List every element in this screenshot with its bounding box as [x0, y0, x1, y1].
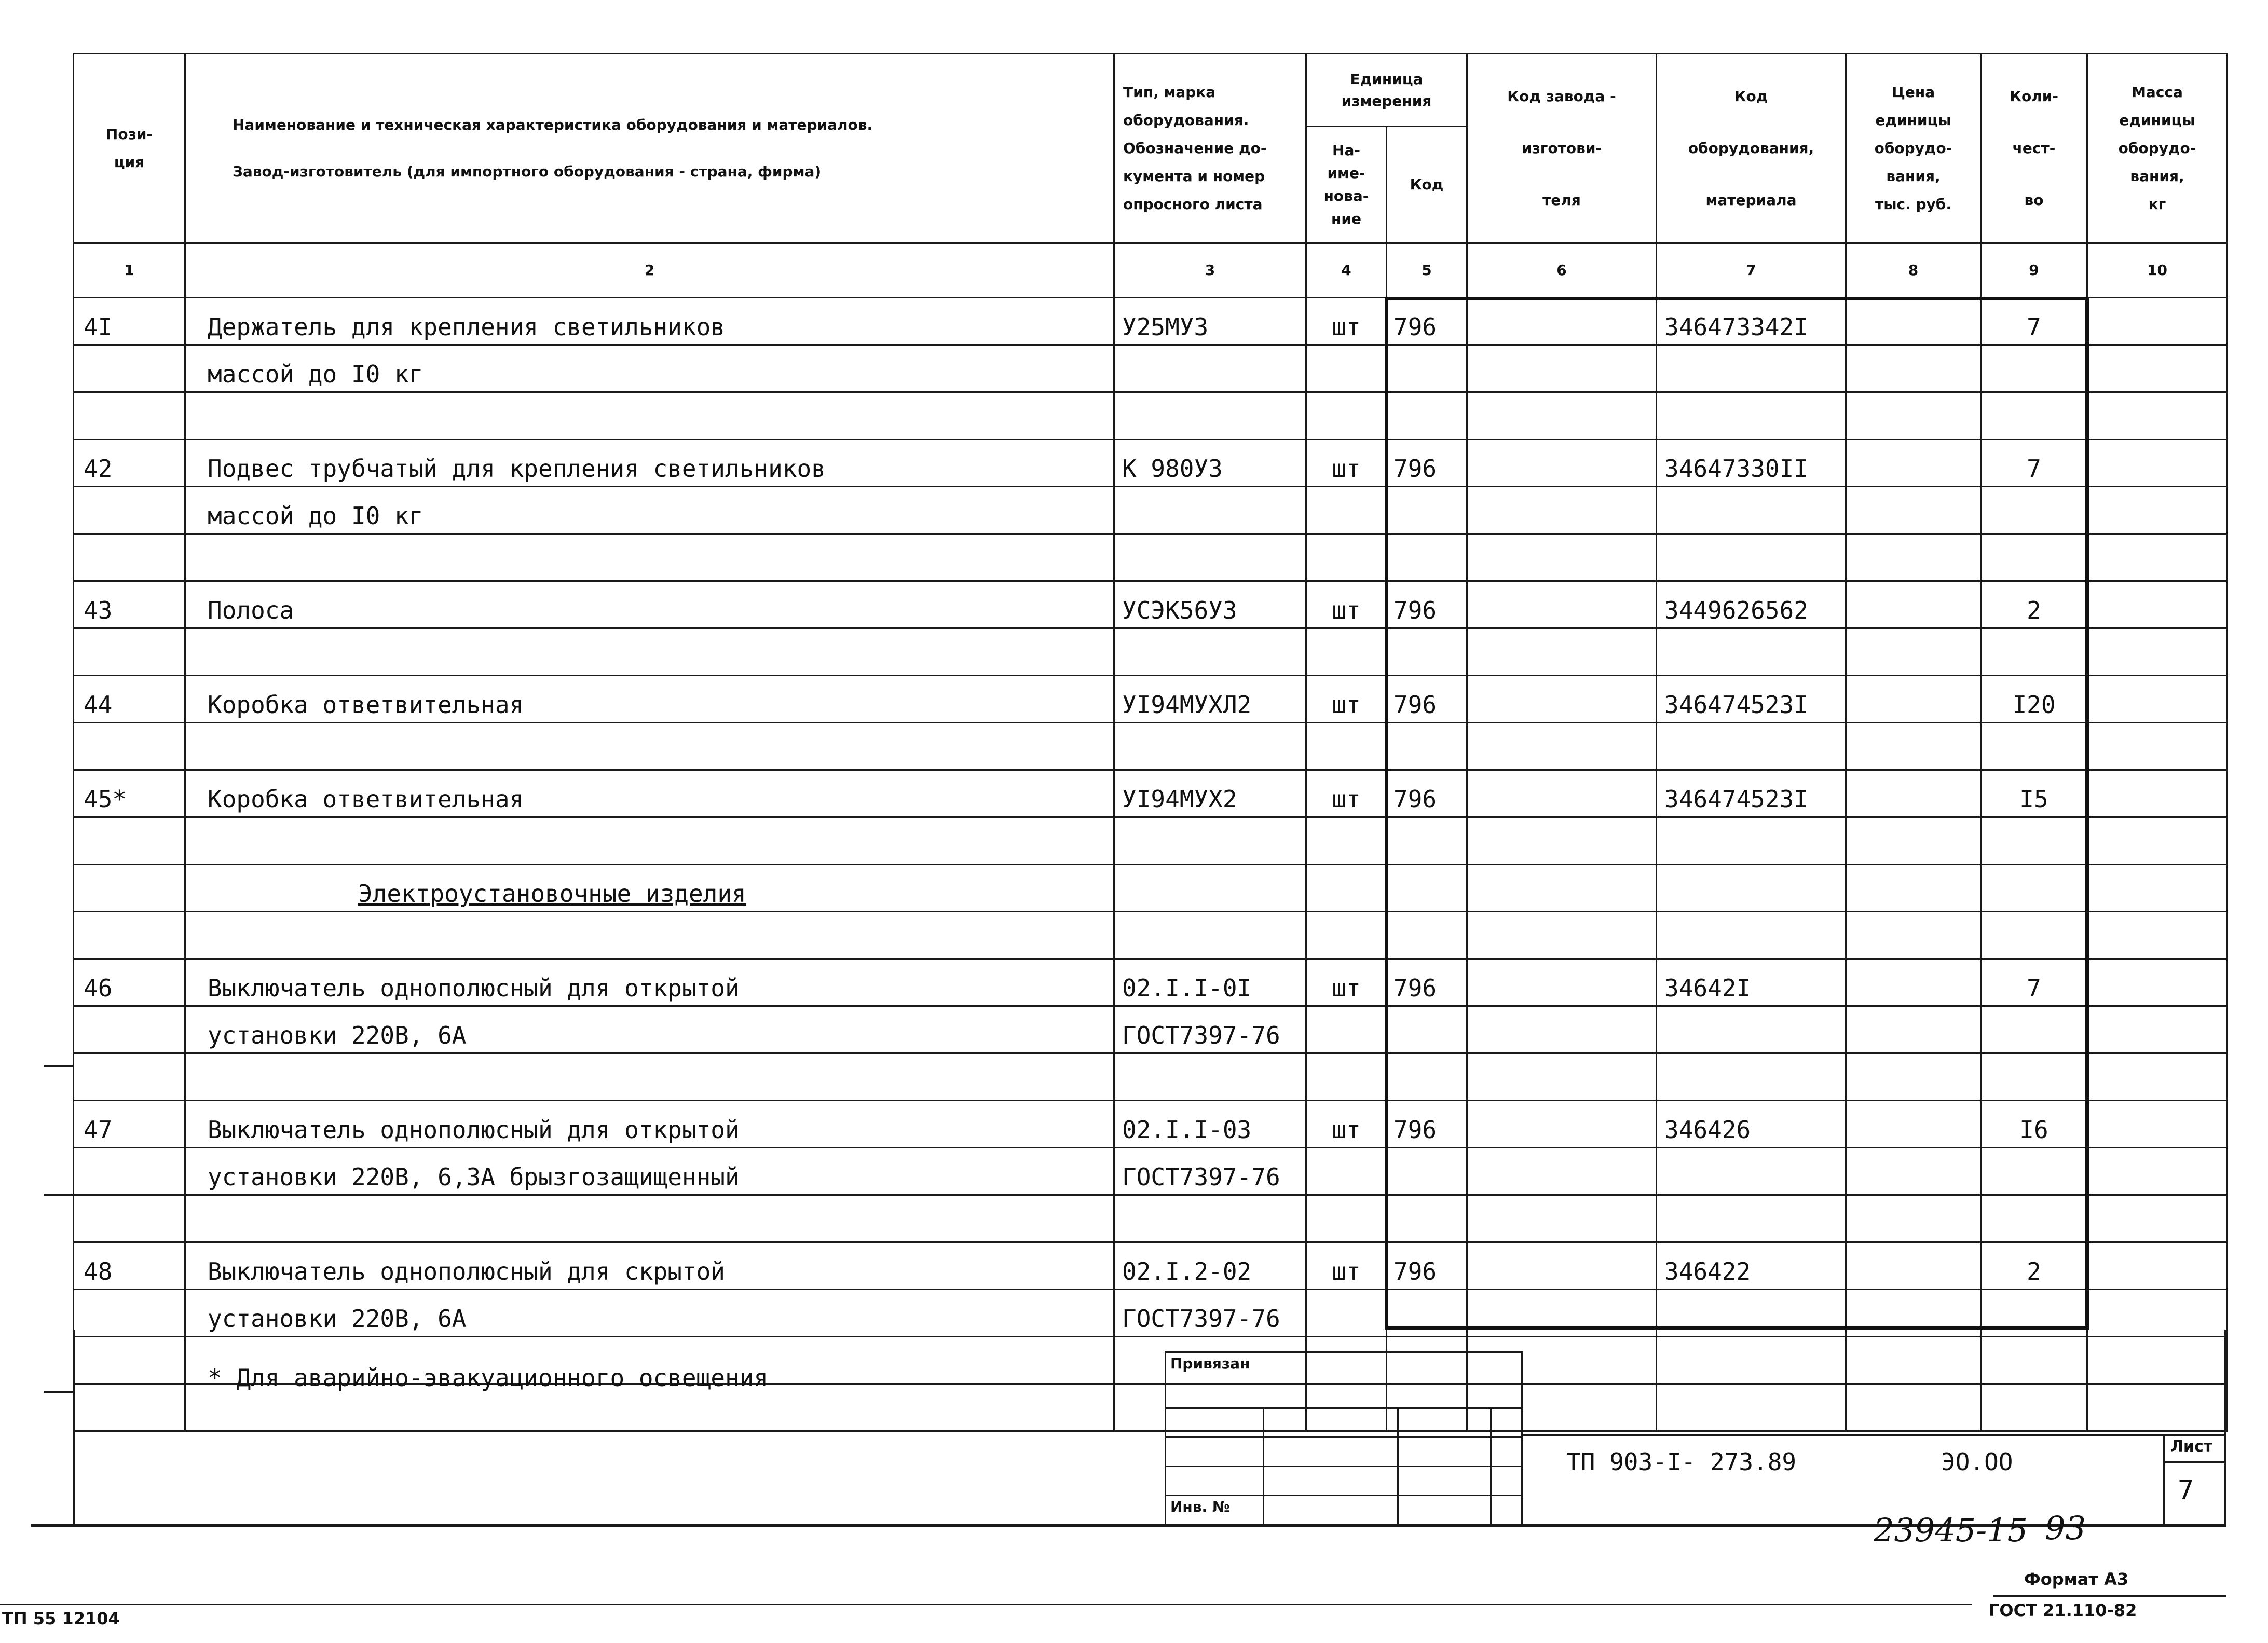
material-code-cell — [1657, 1290, 1846, 1337]
quantity-cell — [1981, 345, 2087, 392]
mass-cell — [2087, 1337, 2228, 1384]
material-code-cell: 346426 — [1657, 1101, 1846, 1148]
table-row — [74, 581, 2228, 628]
name-cell: Коробка ответвительная — [185, 770, 1114, 817]
gost-label: ГОСТ 21.110-82 — [1989, 1600, 2137, 1620]
price-cell — [1846, 392, 1981, 440]
name-cell: Коробка ответвительная — [185, 676, 1114, 723]
position-cell — [74, 1148, 185, 1195]
name-cell — [185, 865, 1114, 912]
type-cell: К 980УЗ — [1114, 440, 1306, 487]
unit-code-cell — [1387, 628, 1467, 676]
quantity-cell: I6 — [1981, 1101, 2087, 1148]
type-cell: ГОСТ7397-76 — [1114, 1290, 1306, 1337]
type-cell — [1114, 865, 1306, 912]
header-name: Наименование и техническая характеристика оборудования и материалов. Завод-изготовитель (для импортного оборудования - страна, фирма) — [185, 54, 1114, 243]
quantity-cell — [1981, 392, 2087, 440]
type-cell — [1114, 487, 1306, 534]
table-row — [74, 628, 2228, 676]
material-code-cell: 34642I — [1657, 959, 1846, 1006]
factory-code-cell — [1467, 1006, 1657, 1053]
mass-cell — [2087, 817, 2228, 865]
name-cell: Выключатель однополюсный для открытой — [185, 1101, 1114, 1148]
table-row — [74, 440, 2228, 487]
col-number: 2 — [185, 243, 1114, 298]
table-row — [74, 676, 2228, 723]
attachment-stamp — [1165, 1351, 1523, 1525]
factory-code-cell — [1467, 581, 1657, 628]
sheet-label: Лист — [2170, 1437, 2213, 1456]
unit-code-cell — [1387, 817, 1467, 865]
header-quantity: Коли- чест- во — [1981, 54, 2087, 243]
type-cell: УСЭК56УЗ — [1114, 581, 1306, 628]
unit-cell: шт — [1306, 581, 1387, 628]
price-cell — [1846, 581, 1981, 628]
header-mass: Масса единицы оборудо- вания, кг — [2087, 54, 2228, 243]
unit-code-cell: 796 — [1387, 581, 1467, 628]
unit-cell: шт — [1306, 676, 1387, 723]
position-cell — [74, 345, 185, 392]
unit-cell — [1306, 1053, 1387, 1101]
type-cell: 02.I.I-0I — [1114, 959, 1306, 1006]
footer-right-border — [2224, 1330, 2226, 1526]
document-code: ТП 903-I- 273.89 — [1566, 1448, 1797, 1476]
price-cell — [1846, 628, 1981, 676]
position-cell: 45* — [74, 770, 185, 817]
unit-cell — [1306, 628, 1387, 676]
unit-cell — [1306, 1290, 1387, 1337]
mass-cell — [2087, 676, 2228, 723]
position-cell — [74, 817, 185, 865]
material-code-cell — [1657, 723, 1846, 770]
price-cell — [1846, 1006, 1981, 1053]
price-cell — [1846, 1101, 1981, 1148]
factory-code-cell — [1467, 723, 1657, 770]
unit-code-cell: 796 — [1387, 298, 1467, 345]
material-code-cell — [1657, 912, 1846, 959]
price-cell — [1846, 345, 1981, 392]
factory-code-cell — [1467, 345, 1657, 392]
position-cell — [74, 1195, 185, 1242]
position-cell: 44 — [74, 676, 185, 723]
material-code-cell: 346473342I — [1657, 298, 1846, 345]
factory-code-cell — [1467, 628, 1657, 676]
col-number: 6 — [1467, 243, 1657, 298]
material-code-cell: 346474523I — [1657, 770, 1846, 817]
margin-tick — [44, 1065, 74, 1067]
unit-code-cell — [1387, 534, 1467, 581]
unit-cell: шт — [1306, 440, 1387, 487]
mass-cell — [2087, 628, 2228, 676]
name-cell — [185, 912, 1114, 959]
mass-cell — [2087, 770, 2228, 817]
unit-code-cell — [1387, 912, 1467, 959]
margin-tick — [44, 1194, 74, 1196]
material-code-cell — [1657, 1053, 1846, 1101]
table-row — [74, 1148, 2228, 1195]
position-cell — [74, 487, 185, 534]
type-cell — [1114, 1195, 1306, 1242]
factory-code-cell — [1467, 1148, 1657, 1195]
material-code-cell — [1657, 487, 1846, 534]
name-cell — [185, 1195, 1114, 1242]
material-code-cell: 346422 — [1657, 1242, 1846, 1290]
quantity-cell: I20 — [1981, 676, 2087, 723]
footer-left-border — [73, 1330, 75, 1526]
col-number: 5 — [1387, 243, 1467, 298]
table-row — [74, 1101, 2228, 1148]
margin-tick — [44, 1391, 74, 1393]
price-cell — [1846, 1290, 1981, 1337]
col-number: 10 — [2087, 243, 2228, 298]
unit-cell — [1306, 534, 1387, 581]
header-position: Пози- ция — [74, 54, 185, 243]
section-title: Электроустановочные изделия — [358, 880, 746, 908]
quantity-cell — [1981, 1337, 2087, 1384]
mass-cell — [2087, 1101, 2228, 1148]
type-cell: УI94МУХЛ2 — [1114, 676, 1306, 723]
table-row — [74, 487, 2228, 534]
factory-code-cell — [1467, 298, 1657, 345]
unit-cell — [1306, 723, 1387, 770]
mass-cell — [2087, 1006, 2228, 1053]
table-row — [74, 817, 2228, 865]
position-cell — [74, 628, 185, 676]
material-code-cell — [1657, 1195, 1846, 1242]
type-cell — [1114, 1053, 1306, 1101]
price-cell — [1846, 440, 1981, 487]
name-cell: Полоса — [185, 581, 1114, 628]
position-cell: 43 — [74, 581, 185, 628]
table-row — [74, 1053, 2228, 1101]
col-number: 1 — [74, 243, 185, 298]
position-cell: 4I — [74, 298, 185, 345]
position-cell: 47 — [74, 1101, 185, 1148]
material-code-cell — [1657, 817, 1846, 865]
quantity-cell — [1981, 487, 2087, 534]
quantity-cell: I5 — [1981, 770, 2087, 817]
col-number: 9 — [1981, 243, 2087, 298]
position-cell — [74, 912, 185, 959]
type-cell: У25МУЗ — [1114, 298, 1306, 345]
tp-label: ТП 55 12104 — [2, 1609, 120, 1628]
type-cell — [1114, 723, 1306, 770]
name-cell: Держатель для крепления светильников — [185, 298, 1114, 345]
unit-code-cell — [1387, 723, 1467, 770]
name-cell — [185, 534, 1114, 581]
factory-code-cell — [1467, 1242, 1657, 1290]
unit-cell — [1306, 487, 1387, 534]
quantity-cell: 7 — [1981, 959, 2087, 1006]
header-unit-group: Единица измерения — [1306, 54, 1467, 127]
factory-code-cell — [1467, 487, 1657, 534]
table-row — [74, 1195, 2228, 1242]
quantity-cell — [1981, 817, 2087, 865]
table-row — [74, 723, 2228, 770]
table-row — [74, 534, 2228, 581]
header-factory-code: Код завода - изготови- теля — [1467, 54, 1657, 243]
unit-code-cell — [1387, 345, 1467, 392]
mass-cell — [2087, 487, 2228, 534]
name-cell — [185, 817, 1114, 865]
unit-code-cell — [1387, 392, 1467, 440]
table-row — [74, 1242, 2228, 1290]
mass-cell — [2087, 298, 2228, 345]
price-cell — [1846, 298, 1981, 345]
mass-cell — [2087, 1384, 2228, 1431]
factory-code-cell — [1467, 440, 1657, 487]
mass-cell — [2087, 581, 2228, 628]
quantity-cell — [1981, 1053, 2087, 1101]
type-cell — [1114, 534, 1306, 581]
name-cell: установки 220В, 6,3А брызгозащищенный — [185, 1148, 1114, 1195]
unit-cell — [1306, 345, 1387, 392]
unit-code-cell — [1387, 1006, 1467, 1053]
material-code-cell — [1657, 1148, 1846, 1195]
quantity-cell — [1981, 865, 2087, 912]
name-cell: массой до I0 кг — [185, 487, 1114, 534]
factory-code-cell — [1467, 1195, 1657, 1242]
type-cell — [1114, 345, 1306, 392]
type-cell — [1114, 628, 1306, 676]
material-code-cell — [1657, 1384, 1846, 1431]
name-cell: установки 220В, 6А — [185, 1290, 1114, 1337]
position-cell — [74, 1337, 185, 1384]
unit-code-cell: 796 — [1387, 676, 1467, 723]
col-number: 8 — [1846, 243, 1981, 298]
price-cell — [1846, 1053, 1981, 1101]
quantity-cell — [1981, 534, 2087, 581]
name-cell — [185, 392, 1114, 440]
unit-cell: шт — [1306, 959, 1387, 1006]
price-cell — [1846, 487, 1981, 534]
mass-cell — [2087, 959, 2228, 1006]
unit-code-cell — [1387, 1053, 1467, 1101]
material-code-cell: 34647330II — [1657, 440, 1846, 487]
table-row — [74, 392, 2228, 440]
unit-code-cell: 796 — [1387, 1101, 1467, 1148]
material-code-cell — [1657, 534, 1846, 581]
position-cell — [74, 392, 185, 440]
position-cell — [74, 534, 185, 581]
unit-cell — [1306, 1148, 1387, 1195]
name-cell: массой до I0 кг — [185, 345, 1114, 392]
factory-code-cell — [1467, 817, 1657, 865]
table-row — [74, 1290, 2228, 1337]
mass-cell — [2087, 440, 2228, 487]
position-cell: 42 — [74, 440, 185, 487]
unit-code-cell: 796 — [1387, 959, 1467, 1006]
unit-cell: шт — [1306, 1242, 1387, 1290]
material-code-cell — [1657, 392, 1846, 440]
price-cell — [1846, 912, 1981, 959]
price-cell — [1846, 959, 1981, 1006]
col-number: 7 — [1657, 243, 1846, 298]
position-cell — [74, 1053, 185, 1101]
mass-cell — [2087, 723, 2228, 770]
header-unit-name: На- име- нова- ние — [1306, 127, 1387, 243]
price-cell — [1846, 1384, 1981, 1431]
price-cell — [1846, 1242, 1981, 1290]
name-cell — [185, 1053, 1114, 1101]
quantity-cell — [1981, 723, 2087, 770]
mass-cell — [2087, 865, 2228, 912]
price-cell — [1846, 865, 1981, 912]
factory-code-cell — [1467, 865, 1657, 912]
mass-cell — [2087, 1242, 2228, 1290]
price-cell — [1846, 534, 1981, 581]
header-material-code: Код оборудования, материала — [1657, 54, 1846, 243]
factory-code-cell — [1467, 770, 1657, 817]
unit-cell: шт — [1306, 1101, 1387, 1148]
type-cell: ГОСТ7397-76 — [1114, 1148, 1306, 1195]
unit-code-cell: 796 — [1387, 440, 1467, 487]
price-cell — [1846, 1195, 1981, 1242]
table-body — [74, 298, 2228, 1431]
mass-cell — [2087, 1290, 2228, 1337]
table-row — [74, 865, 2228, 912]
name-cell: установки 220В, 6А — [185, 1006, 1114, 1053]
quantity-cell: 7 — [1981, 298, 2087, 345]
quantity-cell — [1981, 1006, 2087, 1053]
unit-code-cell: 796 — [1387, 770, 1467, 817]
factory-code-cell — [1467, 534, 1657, 581]
table-row — [74, 298, 2228, 345]
material-code-cell: 3449626562 — [1657, 581, 1846, 628]
header-price: Цена единицы оборудо- вания, тыс. руб. — [1846, 54, 1981, 243]
factory-code-cell — [1467, 1053, 1657, 1101]
quantity-cell — [1981, 628, 2087, 676]
table-row — [74, 1006, 2228, 1053]
name-cell: Выключатель однополюсный для открытой — [185, 959, 1114, 1006]
name-cell: Подвес трубчатый для крепления светильников — [185, 440, 1114, 487]
table-row — [74, 770, 2228, 817]
type-cell — [1114, 392, 1306, 440]
unit-cell — [1306, 912, 1387, 959]
quantity-cell: 2 — [1981, 581, 2087, 628]
price-cell — [1846, 817, 1981, 865]
unit-code-cell: 796 — [1387, 1242, 1467, 1290]
type-cell: УI94МУХ2 — [1114, 770, 1306, 817]
factory-code-cell — [1467, 1290, 1657, 1337]
unit-cell: шт — [1306, 298, 1387, 345]
type-cell: 02.I.2-02 — [1114, 1242, 1306, 1290]
unit-cell — [1306, 1006, 1387, 1053]
unit-cell: шт — [1306, 770, 1387, 817]
mass-cell — [2087, 534, 2228, 581]
type-cell: 02.I.I-03 — [1114, 1101, 1306, 1148]
header-type: Тип, марка оборудования. Обозначение до- кумента и номер опросного листа — [1114, 54, 1306, 243]
type-cell — [1114, 817, 1306, 865]
table-row — [74, 345, 2228, 392]
footnote: * Для аварийно-эвакуационного освещения — [208, 1364, 769, 1392]
position-cell — [74, 723, 185, 770]
specification-table — [73, 53, 2228, 1432]
unit-code-cell — [1387, 1195, 1467, 1242]
unit-code-cell — [1387, 1290, 1467, 1337]
col-number: 4 — [1306, 243, 1387, 298]
table-row — [74, 912, 2228, 959]
quantity-cell — [1981, 912, 2087, 959]
factory-code-cell — [1467, 392, 1657, 440]
quantity-cell: 7 — [1981, 440, 2087, 487]
format-label: Формат А3 — [2024, 1569, 2129, 1589]
mass-cell — [2087, 392, 2228, 440]
unit-cell — [1306, 865, 1387, 912]
section-code: ЭО.ОО — [1941, 1448, 2013, 1476]
handwritten-number: 93 — [2045, 1509, 2086, 1547]
name-cell — [185, 723, 1114, 770]
name-cell: Выключатель однополюсный для скрытой — [185, 1242, 1114, 1290]
position-cell — [74, 1006, 185, 1053]
material-code-cell — [1657, 628, 1846, 676]
mass-cell — [2087, 1195, 2228, 1242]
material-code-cell — [1657, 345, 1846, 392]
header-unit-code: Код — [1387, 127, 1467, 243]
factory-code-cell — [1467, 959, 1657, 1006]
quantity-cell: 2 — [1981, 1242, 2087, 1290]
unit-code-cell — [1387, 487, 1467, 534]
factory-code-cell — [1467, 1101, 1657, 1148]
quantity-cell — [1981, 1195, 2087, 1242]
unit-code-cell — [1387, 865, 1467, 912]
col-number: 3 — [1114, 243, 1306, 298]
unit-cell — [1306, 1195, 1387, 1242]
position-cell — [74, 1290, 185, 1337]
attached-label: Привязан — [1166, 1352, 1522, 1408]
mass-cell — [2087, 1148, 2228, 1195]
price-cell — [1846, 1148, 1981, 1195]
unit-code-cell — [1387, 1148, 1467, 1195]
table-row — [74, 959, 2228, 1006]
quantity-cell — [1981, 1384, 2087, 1431]
position-cell — [74, 1384, 185, 1431]
quantity-cell — [1981, 1290, 2087, 1337]
handwritten-number: 23945-15 — [1874, 1511, 2028, 1549]
unit-cell — [1306, 392, 1387, 440]
position-cell: 46 — [74, 959, 185, 1006]
factory-code-cell — [1467, 912, 1657, 959]
type-cell — [1114, 912, 1306, 959]
price-cell — [1846, 1337, 1981, 1384]
inventory-label: Инв. № — [1166, 1496, 1264, 1525]
mass-cell — [2087, 912, 2228, 959]
material-code-cell — [1657, 865, 1846, 912]
price-cell — [1846, 723, 1981, 770]
mass-cell — [2087, 1053, 2228, 1101]
factory-code-cell — [1467, 676, 1657, 723]
unit-cell — [1306, 817, 1387, 865]
material-code-cell — [1657, 1006, 1846, 1053]
name-cell — [185, 628, 1114, 676]
quantity-cell — [1981, 1148, 2087, 1195]
position-cell: 48 — [74, 1242, 185, 1290]
material-code-cell: 346474523I — [1657, 676, 1846, 723]
mass-cell — [2087, 345, 2228, 392]
sheet-number: 7 — [2178, 1475, 2194, 1506]
type-cell: ГОСТ7397-76 — [1114, 1006, 1306, 1053]
position-cell — [74, 865, 185, 912]
material-code-cell — [1657, 1337, 1846, 1384]
price-cell — [1846, 770, 1981, 817]
price-cell — [1846, 676, 1981, 723]
